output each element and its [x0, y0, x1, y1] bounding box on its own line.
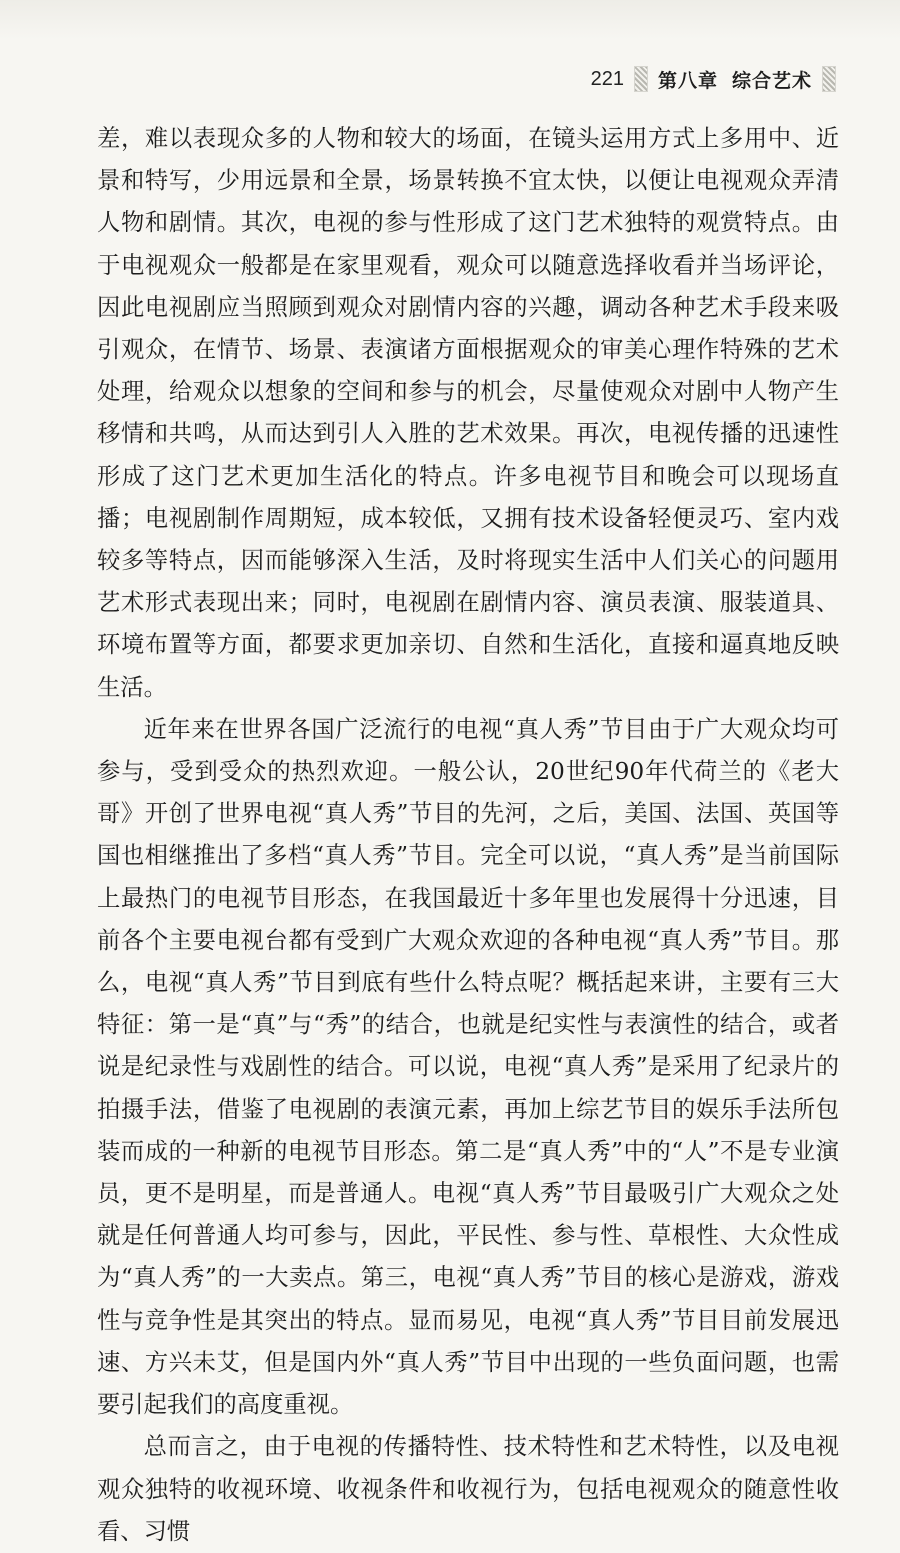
page-number: 221	[590, 67, 624, 90]
chapter-number: 第八章	[657, 69, 718, 92]
running-header	[591, 66, 836, 92]
paragraph: 近年来在世界各国广泛流行的电视“真人秀”节目由于广大观众均可参与，受到受众的热烈欢迎。一般公认，20世纪90年代荷兰的《老大哥》开创了世界电视“真人秀”节目的先河，之后，美国、法国、英国等国也相继推出了多档“真人秀”节目。完全可以说，“真人秀”是当前国际上最热门的电视节目形态，在我国最近十多年里也发展得十分迅速，目前各个主要电视台都有受到广大观众欢迎的各种电视“真人秀”节目。那么，电视“真人秀”节目到底有些什么特点呢？概括起来讲，主要有三大特征：第一是“真”与“秀”的结合，也就是纪实性与表演性的结合，或者说是纪录性与戏剧性的结合。可以说，电视“真人秀”是采用了纪录片的拍摄手法，借鉴了电视剧的表演元素，再加上综艺节目的娱乐手法所包装而成的一种新的电视节目形态。第二是“真人秀”中的“人”不是专业演员，更不是明星，而是普通人。电视“真人秀”节目最吸引广大观众之处就是任何普通人均可参与，因此，平民性、参与性、草根性、大众性成为“真人秀”的一大卖点。第三，电视“真人秀”节目的核心是游戏，游戏性与竞争性是其突出的特点。显而易见，电视“真人秀”节目目前发展迅速、方兴未艾，但是国内外“真人秀”节目中出现的一些负面问题，也需要引起我们的高度重视。	[97, 715, 839, 1419]
chapter-ornament-right-icon	[822, 66, 836, 92]
chapter-ornament-left-icon	[634, 66, 648, 92]
page-top-shadow	[0, 0, 900, 40]
paragraph: 总而言之，由于电视的传播特性、技术特性和艺术特性，以及电视观众独特的收视环境、收视条件和收视行为，包括电视观众的随意性收看、习惯	[97, 1433, 839, 1545]
chapter-title: 综合艺术	[731, 69, 812, 92]
chapter-heading	[658, 66, 812, 93]
paragraph: 差，难以表现众多的人物和较大的场面，在镜头运用方式上多用中、近景和特写，少用远景和全景，场景转换不宜太快，以便让电视观众弄清人物和剧情。其次，电视的参与性形成了这门艺术独特的观赏特点。由于电视观众一般都是在家里观看，观众可以随意选择收看并当场评论，因此电视剧应当照顾到观众对剧情内容的兴趣，调动各种艺术手段来吸引观众，在情节、场景、表演诸方面根据观众的审美心理作特殊的艺术处理，给观众以想象的空间和参与的机会，尽量使观众对剧中人物产生移情和共鸣，从而达到引人入胜的艺术效果。再次，电视传播的迅速性形成了这门艺术更加生活化的特点。许多电视节目和晚会可以现场直播；电视剧制作周期短，成本较低，又拥有技术设备轻便灵巧、室内戏较多等特点，因而能够深入生活，及时将现实生活中人们关心的问题用艺术形式表现出来；同时，电视剧在剧情内容、演员表演、服装道具、环境布置等方面，都要求更加亲切、自然和生活化，直接和逼真地反映生活。	[97, 125, 839, 701]
body-text	[97, 118, 839, 1553]
